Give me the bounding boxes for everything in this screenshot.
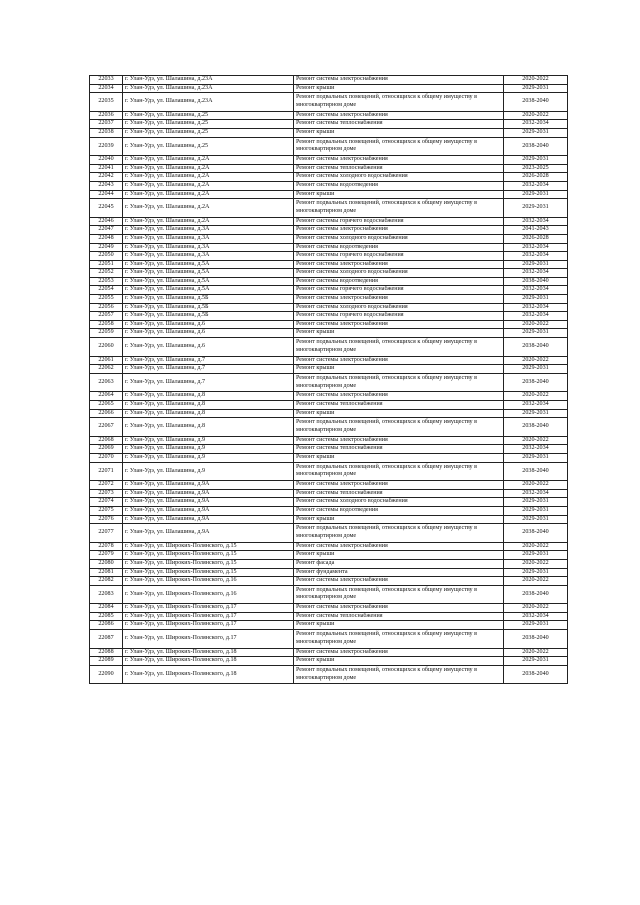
row-number: 22034 (90, 84, 123, 93)
row-number: 22061 (90, 356, 123, 365)
period-cell: 2023-2025 (504, 164, 568, 173)
table-row (90, 401, 568, 410)
period-cell: 2020-2022 (504, 320, 568, 329)
row-number: 22077 (90, 524, 123, 543)
table-row (90, 542, 568, 551)
address-cell: г. Улан-Удэ, ул. Шалашина, д.5А (123, 277, 294, 286)
period-cell: 2029-2031 (504, 498, 568, 507)
period-cell: 2032-2034 (504, 181, 568, 190)
table-row (90, 462, 568, 481)
row-number: 22083 (90, 585, 123, 604)
table-row (90, 76, 568, 85)
address-cell: г. Улан-Удэ, ул. Шалашина, д.5Б (123, 295, 294, 304)
period-cell: 2032-2034 (504, 612, 568, 621)
address-cell: г. Улан-Удэ, ул. Шалашина, д.23А (123, 84, 294, 93)
address-cell: г. Улан-Удэ, ул. Широких-Полянского, д.18 (123, 657, 294, 666)
work-type-cell: Ремонт системы электроснабжения (294, 260, 504, 269)
work-type-cell: Ремонт системы холодного водоснабжения (294, 173, 504, 182)
table-row (90, 137, 568, 156)
work-type-cell: Ремонт системы электроснабжения (294, 577, 504, 586)
table-row (90, 93, 568, 112)
row-number: 22064 (90, 392, 123, 401)
work-type-cell: Ремонт системы теплоснабжения (294, 445, 504, 454)
period-cell: 2026-2028 (504, 173, 568, 182)
table-row (90, 506, 568, 515)
row-number: 22033 (90, 76, 123, 85)
period-cell: 2029-2031 (504, 84, 568, 93)
address-cell: г. Улан-Удэ, ул. Шалашина, д.6 (123, 320, 294, 329)
period-cell: 2020-2022 (504, 481, 568, 490)
row-number: 22043 (90, 181, 123, 190)
row-number: 22073 (90, 489, 123, 498)
row-number: 22063 (90, 373, 123, 392)
row-number: 22085 (90, 612, 123, 621)
row-number: 22054 (90, 286, 123, 295)
period-cell: 2020-2022 (504, 648, 568, 657)
table-row (90, 489, 568, 498)
address-cell: г. Улан-Удэ, ул. Шалашина, д.23А (123, 93, 294, 112)
row-number: 22053 (90, 277, 123, 286)
work-type-cell: Ремонт системы электроснабжения (294, 392, 504, 401)
row-number: 22051 (90, 260, 123, 269)
table-row (90, 481, 568, 490)
period-cell: 2038-2040 (504, 93, 568, 112)
address-cell: г. Улан-Удэ, ул. Шалашина, д.8 (123, 418, 294, 437)
period-cell: 2029-2031 (504, 156, 568, 165)
address-cell: г. Улан-Удэ, ул. Широких-Полянского, д.16 (123, 585, 294, 604)
table-row (90, 453, 568, 462)
table-row (90, 568, 568, 577)
work-type-cell: Ремонт системы водоотведения (294, 277, 504, 286)
period-cell: 2029-2031 (504, 260, 568, 269)
table-row (90, 173, 568, 182)
period-cell: 2029-2031 (504, 568, 568, 577)
table-row (90, 295, 568, 304)
work-type-cell: Ремонт системы холодного водоснабжения (294, 498, 504, 507)
row-number: 22062 (90, 365, 123, 374)
address-cell: г. Улан-Удэ, ул. Шалашина, д.25 (123, 120, 294, 129)
row-number: 22052 (90, 269, 123, 278)
work-type-cell: Ремонт системы холодного водоснабжения (294, 234, 504, 243)
table-row (90, 190, 568, 199)
period-cell: 2029-2031 (504, 409, 568, 418)
table-row (90, 409, 568, 418)
table-row (90, 436, 568, 445)
row-number: 22037 (90, 120, 123, 129)
address-cell: г. Улан-Удэ, ул. Шалашина, д.2А (123, 156, 294, 165)
address-cell: г. Улан-Удэ, ул. Шалашина, д.25 (123, 128, 294, 137)
period-cell: 2032-2034 (504, 312, 568, 321)
table-row (90, 524, 568, 543)
table-row (90, 657, 568, 666)
address-cell: г. Улан-Удэ, ул. Шалашина, д.9 (123, 445, 294, 454)
work-type-cell: Ремонт подвальных помещений, относящихся к общему имуществу в многоквартирном доме (294, 462, 504, 481)
table-row (90, 286, 568, 295)
row-number: 22056 (90, 303, 123, 312)
address-cell: г. Улан-Удэ, ул. Шалашина, д.9А (123, 524, 294, 543)
period-cell: 2038-2040 (504, 462, 568, 481)
address-cell: г. Улан-Удэ, ул. Шалашина, д.6 (123, 329, 294, 338)
table-row (90, 260, 568, 269)
table-row (90, 498, 568, 507)
address-cell: г. Улан-Удэ, ул. Шалашина, д.25 (123, 137, 294, 156)
row-number: 22068 (90, 436, 123, 445)
address-cell: г. Улан-Удэ, ул. Шалашина, д.9А (123, 489, 294, 498)
row-number: 22049 (90, 243, 123, 252)
work-type-cell: Ремонт крыши (294, 190, 504, 199)
period-cell: 2020-2022 (504, 111, 568, 120)
address-cell: г. Улан-Удэ, ул. Шалашина, д.2А (123, 190, 294, 199)
address-cell: г. Улан-Удэ, ул. Шалашина, д.9А (123, 515, 294, 524)
period-cell: 2029-2031 (504, 295, 568, 304)
work-type-cell: Ремонт системы электроснабжения (294, 295, 504, 304)
work-type-cell: Ремонт системы горячего водоснабжения (294, 312, 504, 321)
address-cell: г. Улан-Удэ, ул. Шалашина, д.9 (123, 453, 294, 462)
period-cell: 2038-2040 (504, 665, 568, 684)
table-row (90, 226, 568, 235)
row-number: 22076 (90, 515, 123, 524)
row-number: 22086 (90, 621, 123, 630)
table-row (90, 338, 568, 357)
period-cell: 2029-2031 (504, 621, 568, 630)
address-cell: г. Улан-Удэ, ул. Широких-Полянского, д.18 (123, 665, 294, 684)
row-number: 22070 (90, 453, 123, 462)
table-row (90, 551, 568, 560)
period-cell: 2032-2034 (504, 252, 568, 261)
work-type-cell: Ремонт крыши (294, 128, 504, 137)
work-type-cell: Ремонт крыши (294, 84, 504, 93)
address-cell: г. Улан-Удэ, ул. Шалашина, д.7 (123, 356, 294, 365)
row-number: 22090 (90, 665, 123, 684)
address-cell: г. Улан-Удэ, ул. Шалашина, д.8 (123, 392, 294, 401)
work-type-cell: Ремонт системы теплоснабжения (294, 120, 504, 129)
row-number: 22045 (90, 199, 123, 218)
work-type-cell: Ремонт системы электроснабжения (294, 111, 504, 120)
table-row (90, 612, 568, 621)
period-cell: 2032-2034 (504, 445, 568, 454)
work-type-cell: Ремонт подвальных помещений, относящихся к общему имуществу в многоквартирном доме (294, 338, 504, 357)
repair-schedule-table (89, 75, 568, 684)
address-cell: г. Улан-Удэ, ул. Шалашина, д.2А (123, 164, 294, 173)
work-type-cell: Ремонт системы водоотведения (294, 181, 504, 190)
work-type-cell: Ремонт подвальных помещений, относящихся к общему имуществу в многоквартирном доме (294, 630, 504, 649)
address-cell: г. Улан-Удэ, ул. Шалашина, д.9 (123, 436, 294, 445)
table-row (90, 365, 568, 374)
table-row (90, 392, 568, 401)
address-cell: г. Улан-Удэ, ул. Шалашина, д.3А (123, 252, 294, 261)
period-cell: 2032-2034 (504, 243, 568, 252)
work-type-cell: Ремонт системы электроснабжения (294, 320, 504, 329)
table-row (90, 199, 568, 218)
address-cell: г. Улан-Удэ, ул. Шалашина, д.5А (123, 286, 294, 295)
address-cell: г. Улан-Удэ, ул. Шалашина, д.6 (123, 338, 294, 357)
period-cell: 2032-2034 (504, 120, 568, 129)
address-cell: г. Улан-Удэ, ул. Широких-Полянского, д.15 (123, 559, 294, 568)
period-cell: 2020-2022 (504, 577, 568, 586)
work-type-cell: Ремонт подвальных помещений, относящихся к общему имуществу в многоквартирном доме (294, 418, 504, 437)
table-row (90, 269, 568, 278)
row-number: 22079 (90, 551, 123, 560)
work-type-cell: Ремонт системы электроснабжения (294, 604, 504, 613)
period-cell: 2020-2022 (504, 392, 568, 401)
period-cell: 2029-2031 (504, 365, 568, 374)
work-type-cell: Ремонт подвальных помещений, относящихся к общему имуществу в многоквартирном доме (294, 665, 504, 684)
row-number: 22074 (90, 498, 123, 507)
table-row (90, 630, 568, 649)
work-type-cell: Ремонт системы водоотведения (294, 243, 504, 252)
period-cell: 2038-2040 (504, 277, 568, 286)
table-row (90, 128, 568, 137)
work-type-cell: Ремонт системы электроснабжения (294, 226, 504, 235)
work-type-cell: Ремонт системы электроснабжения (294, 542, 504, 551)
work-type-cell: Ремонт крыши (294, 515, 504, 524)
address-cell: г. Улан-Удэ, ул. Широких-Полянского, д.17 (123, 604, 294, 613)
address-cell: г. Улан-Удэ, ул. Шалашина, д.2А (123, 173, 294, 182)
work-type-cell: Ремонт системы электроснабжения (294, 436, 504, 445)
period-cell: 2029-2031 (504, 199, 568, 218)
period-cell: 2029-2031 (504, 190, 568, 199)
period-cell: 2029-2031 (504, 657, 568, 666)
period-cell: 2038-2040 (504, 524, 568, 543)
table-row (90, 303, 568, 312)
work-type-cell: Ремонт крыши (294, 409, 504, 418)
address-cell: г. Улан-Удэ, ул. Шалашина, д.9А (123, 506, 294, 515)
work-type-cell: Ремонт системы холодного водоснабжения (294, 303, 504, 312)
work-type-cell: Ремонт подвальных помещений, относящихся к общему имуществу в многоквартирном доме (294, 137, 504, 156)
table-row (90, 234, 568, 243)
work-type-cell: Ремонт подвальных помещений, относящихся к общему имуществу в многоквартирном доме (294, 199, 504, 218)
row-number: 22047 (90, 226, 123, 235)
period-cell: 2029-2031 (504, 506, 568, 515)
row-number: 22041 (90, 164, 123, 173)
period-cell: 2020-2022 (504, 436, 568, 445)
table-row (90, 621, 568, 630)
address-cell: г. Улан-Удэ, ул. Шалашина, д.3А (123, 243, 294, 252)
table-row (90, 373, 568, 392)
period-cell: 2032-2034 (504, 269, 568, 278)
table-row (90, 445, 568, 454)
row-number: 22084 (90, 604, 123, 613)
work-type-cell: Ремонт системы теплоснабжения (294, 164, 504, 173)
address-cell: г. Улан-Удэ, ул. Шалашина, д.9А (123, 498, 294, 507)
table-body (90, 76, 568, 684)
table-row (90, 577, 568, 586)
work-type-cell: Ремонт системы горячего водоснабжения (294, 286, 504, 295)
row-number: 22066 (90, 409, 123, 418)
work-type-cell: Ремонт крыши (294, 365, 504, 374)
period-cell: 2032-2034 (504, 303, 568, 312)
address-cell: г. Улан-Удэ, ул. Шалашина, д.5А (123, 269, 294, 278)
period-cell: 2032-2034 (504, 401, 568, 410)
period-cell: 2041-2043 (504, 226, 568, 235)
address-cell: г. Улан-Удэ, ул. Шалашина, д.23А (123, 76, 294, 85)
address-cell: г. Улан-Удэ, ул. Широких-Полянского, д.17 (123, 612, 294, 621)
table-row (90, 320, 568, 329)
address-cell: г. Улан-Удэ, ул. Шалашина, д.3А (123, 234, 294, 243)
work-type-cell: Ремонт подвальных помещений, относящихся к общему имуществу в многоквартирном доме (294, 524, 504, 543)
table-row (90, 111, 568, 120)
address-cell: г. Улан-Удэ, ул. Шалашина, д.2А (123, 217, 294, 226)
table-row (90, 217, 568, 226)
table-row (90, 329, 568, 338)
period-cell: 2020-2022 (504, 76, 568, 85)
address-cell: г. Улан-Удэ, ул. Шалашина, д.5Б (123, 303, 294, 312)
row-number: 22042 (90, 173, 123, 182)
work-type-cell: Ремонт системы теплоснабжения (294, 489, 504, 498)
address-cell: г. Улан-Удэ, ул. Шалашина, д.3А (123, 226, 294, 235)
period-cell: 2032-2034 (504, 286, 568, 295)
work-type-cell: Ремонт фундамента (294, 568, 504, 577)
table-row (90, 277, 568, 286)
address-cell: г. Улан-Удэ, ул. Шалашина, д.8 (123, 409, 294, 418)
table-row (90, 312, 568, 321)
period-cell: 2038-2040 (504, 338, 568, 357)
table-row (90, 84, 568, 93)
row-number: 22088 (90, 648, 123, 657)
table-row (90, 515, 568, 524)
period-cell: 2029-2031 (504, 453, 568, 462)
period-cell: 2038-2040 (504, 137, 568, 156)
work-type-cell: Ремонт фасада (294, 559, 504, 568)
row-number: 22060 (90, 338, 123, 357)
period-cell: 2029-2031 (504, 515, 568, 524)
work-type-cell: Ремонт системы электроснабжения (294, 156, 504, 165)
address-cell: г. Улан-Удэ, ул. Шалашина, д.5Б (123, 312, 294, 321)
table-row (90, 665, 568, 684)
table-row (90, 585, 568, 604)
row-number: 22059 (90, 329, 123, 338)
table-row (90, 559, 568, 568)
period-cell: 2038-2040 (504, 585, 568, 604)
period-cell: 2020-2022 (504, 559, 568, 568)
table-row (90, 243, 568, 252)
row-number: 22089 (90, 657, 123, 666)
work-type-cell: Ремонт системы электроснабжения (294, 356, 504, 365)
work-type-cell: Ремонт крыши (294, 621, 504, 630)
row-number: 22067 (90, 418, 123, 437)
row-number: 22040 (90, 156, 123, 165)
row-number: 22035 (90, 93, 123, 112)
table-row (90, 356, 568, 365)
address-cell: г. Улан-Удэ, ул. Шалашина, д.25 (123, 111, 294, 120)
period-cell: 2038-2040 (504, 418, 568, 437)
row-number: 22087 (90, 630, 123, 649)
work-type-cell: Ремонт системы электроснабжения (294, 76, 504, 85)
row-number: 22057 (90, 312, 123, 321)
address-cell: г. Улан-Удэ, ул. Широких-Полянского, д.17 (123, 630, 294, 649)
address-cell: г. Улан-Удэ, ул. Широких-Полянского, д.15 (123, 568, 294, 577)
row-number: 22065 (90, 401, 123, 410)
row-number: 22069 (90, 445, 123, 454)
work-type-cell: Ремонт крыши (294, 453, 504, 462)
table-row (90, 164, 568, 173)
work-type-cell: Ремонт системы горячего водоснабжения (294, 252, 504, 261)
table-row (90, 418, 568, 437)
row-number: 22075 (90, 506, 123, 515)
period-cell: 2026-2028 (504, 234, 568, 243)
table-row (90, 604, 568, 613)
work-type-cell: Ремонт системы электроснабжения (294, 481, 504, 490)
table-row (90, 181, 568, 190)
row-number: 22072 (90, 481, 123, 490)
address-cell: г. Улан-Удэ, ул. Широких-Полянского, д.18 (123, 648, 294, 657)
address-cell: г. Улан-Удэ, ул. Широких-Полянского, д.16 (123, 577, 294, 586)
row-number: 22050 (90, 252, 123, 261)
period-cell: 2020-2022 (504, 542, 568, 551)
row-number: 22039 (90, 137, 123, 156)
row-number: 22048 (90, 234, 123, 243)
row-number: 22058 (90, 320, 123, 329)
address-cell: г. Улан-Удэ, ул. Шалашина, д.2А (123, 199, 294, 218)
row-number: 22038 (90, 128, 123, 137)
period-cell: 2032-2034 (504, 489, 568, 498)
address-cell: г. Улан-Удэ, ул. Шалашина, д.5А (123, 260, 294, 269)
row-number: 22046 (90, 217, 123, 226)
address-cell: г. Улан-Удэ, ул. Шалашина, д.7 (123, 373, 294, 392)
period-cell: 2038-2040 (504, 373, 568, 392)
work-type-cell: Ремонт подвальных помещений, относящихся к общему имуществу в многоквартирном доме (294, 373, 504, 392)
work-type-cell: Ремонт системы теплоснабжения (294, 401, 504, 410)
table-row (90, 156, 568, 165)
work-type-cell: Ремонт системы горячего водоснабжения (294, 217, 504, 226)
work-type-cell: Ремонт системы теплоснабжения (294, 612, 504, 621)
address-cell: г. Улан-Удэ, ул. Шалашина, д.8 (123, 401, 294, 410)
period-cell: 2038-2040 (504, 630, 568, 649)
row-number: 22078 (90, 542, 123, 551)
work-type-cell: Ремонт крыши (294, 551, 504, 560)
table-row (90, 120, 568, 129)
work-type-cell: Ремонт подвальных помещений, относящихся к общему имуществу в многоквартирном доме (294, 585, 504, 604)
row-number: 22071 (90, 462, 123, 481)
row-number: 22082 (90, 577, 123, 586)
row-number: 22080 (90, 559, 123, 568)
table-row (90, 648, 568, 657)
row-number: 22044 (90, 190, 123, 199)
work-type-cell: Ремонт подвальных помещений, относящихся к общему имуществу в многоквартирном доме (294, 93, 504, 112)
address-cell: г. Улан-Удэ, ул. Широких-Полянского, д.17 (123, 621, 294, 630)
work-type-cell: Ремонт крыши (294, 657, 504, 666)
period-cell: 2032-2034 (504, 217, 568, 226)
row-number: 22036 (90, 111, 123, 120)
address-cell: г. Улан-Удэ, ул. Шалашина, д.9 (123, 462, 294, 481)
period-cell: 2020-2022 (504, 604, 568, 613)
work-type-cell: Ремонт системы электроснабжения (294, 648, 504, 657)
work-type-cell: Ремонт системы холодного водоснабжения (294, 269, 504, 278)
period-cell: 2029-2031 (504, 128, 568, 137)
address-cell: г. Улан-Удэ, ул. Шалашина, д.2А (123, 181, 294, 190)
row-number: 22081 (90, 568, 123, 577)
row-number: 22055 (90, 295, 123, 304)
table-row (90, 252, 568, 261)
address-cell: г. Улан-Удэ, ул. Шалашина, д.7 (123, 365, 294, 374)
address-cell: г. Улан-Удэ, ул. Шалашина, д.9А (123, 481, 294, 490)
period-cell: 2029-2031 (504, 329, 568, 338)
work-type-cell: Ремонт крыши (294, 329, 504, 338)
period-cell: 2029-2031 (504, 551, 568, 560)
address-cell: г. Улан-Удэ, ул. Широких-Полянского, д.15 (123, 551, 294, 560)
period-cell: 2020-2022 (504, 356, 568, 365)
work-type-cell: Ремонт системы водоотведения (294, 506, 504, 515)
address-cell: г. Улан-Удэ, ул. Широких-Полянского, д.15 (123, 542, 294, 551)
